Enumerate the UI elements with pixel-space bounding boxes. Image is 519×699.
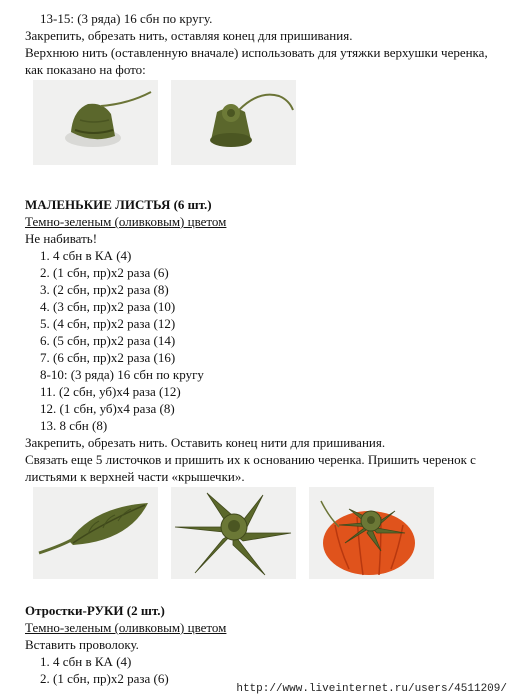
leaves-star-photo <box>171 487 296 579</box>
list-item: 5. (4 сбн, пр)х2 раза (12) <box>40 316 176 331</box>
list-item: 1. 4 сбн в КА (4) <box>40 654 132 669</box>
pumpkin-photo <box>309 487 434 579</box>
list-item: 3. (2 сбн, пр)х2 раза (8) <box>40 282 169 297</box>
section-color-note: Темно-зеленым (оливковым) цветом <box>25 214 227 229</box>
list-item: 12. (1 сбн, уб)х4 раза (8) <box>40 401 175 416</box>
list-item: 8-10: (3 ряда) 16 сбн по кругу <box>40 367 204 382</box>
top-thread-text-2: как показано на фото: <box>25 62 146 77</box>
list-item: 4. (3 сбн, пр)х2 раза (10) <box>40 299 176 314</box>
tie-text-2: листьями к верхней части «крышечки». <box>25 469 245 484</box>
no-stuffing-note: Не набивать! <box>25 231 98 246</box>
list-item: 13. 8 сбн (8) <box>40 418 108 433</box>
section-title-small-leaves: МАЛЕНЬКИЕ ЛИСТЬЯ (6 шт.) <box>25 197 212 212</box>
list-item: 6. (5 сбн, пр)х2 раза (14) <box>40 333 176 348</box>
section-color-note-2: Темно-зеленым (оливковым) цветом <box>25 620 227 635</box>
section-title-arms: Отростки-РУКИ (2 шт.) <box>25 603 165 618</box>
list-item: 2. (1 сбн, пр)х2 раза (6) <box>40 265 169 280</box>
fasten-text-2: Закрепить, обрезать нить. Оставить конец нити для пришивания. <box>25 435 386 450</box>
stem-photo-1 <box>33 80 158 165</box>
watermark-url: http://www.liveinternet.ru/users/4511209/ <box>236 683 507 695</box>
fasten-text-1: Закрепить, обрезать нить, оставляя конец для пришивания. <box>25 28 353 43</box>
list-item: 11. (2 сбн, уб)х4 раза (12) <box>40 384 181 399</box>
list-item: 1. 4 сбн в КА (4) <box>40 248 132 263</box>
tie-text-1: Связать еще 5 листочков и пришить их к основанию черенка. Пришить черенок с <box>25 452 476 467</box>
wire-note: Вставить проволоку. <box>25 637 139 652</box>
leaf-photo <box>33 487 158 579</box>
top-thread-text-1: Верхнюю нить (оставленную вначале) использовать для утяжки верхушки черенка, <box>25 45 488 60</box>
stem-photo-2 <box>171 80 296 165</box>
row-13-15: 13-15: (3 ряда) 16 сбн по кругу. <box>40 11 213 26</box>
list-item: 7. (6 сбн, пр)х2 раза (16) <box>40 350 176 365</box>
list-item: 2. (1 сбн, пр)х2 раза (6) <box>40 671 169 686</box>
